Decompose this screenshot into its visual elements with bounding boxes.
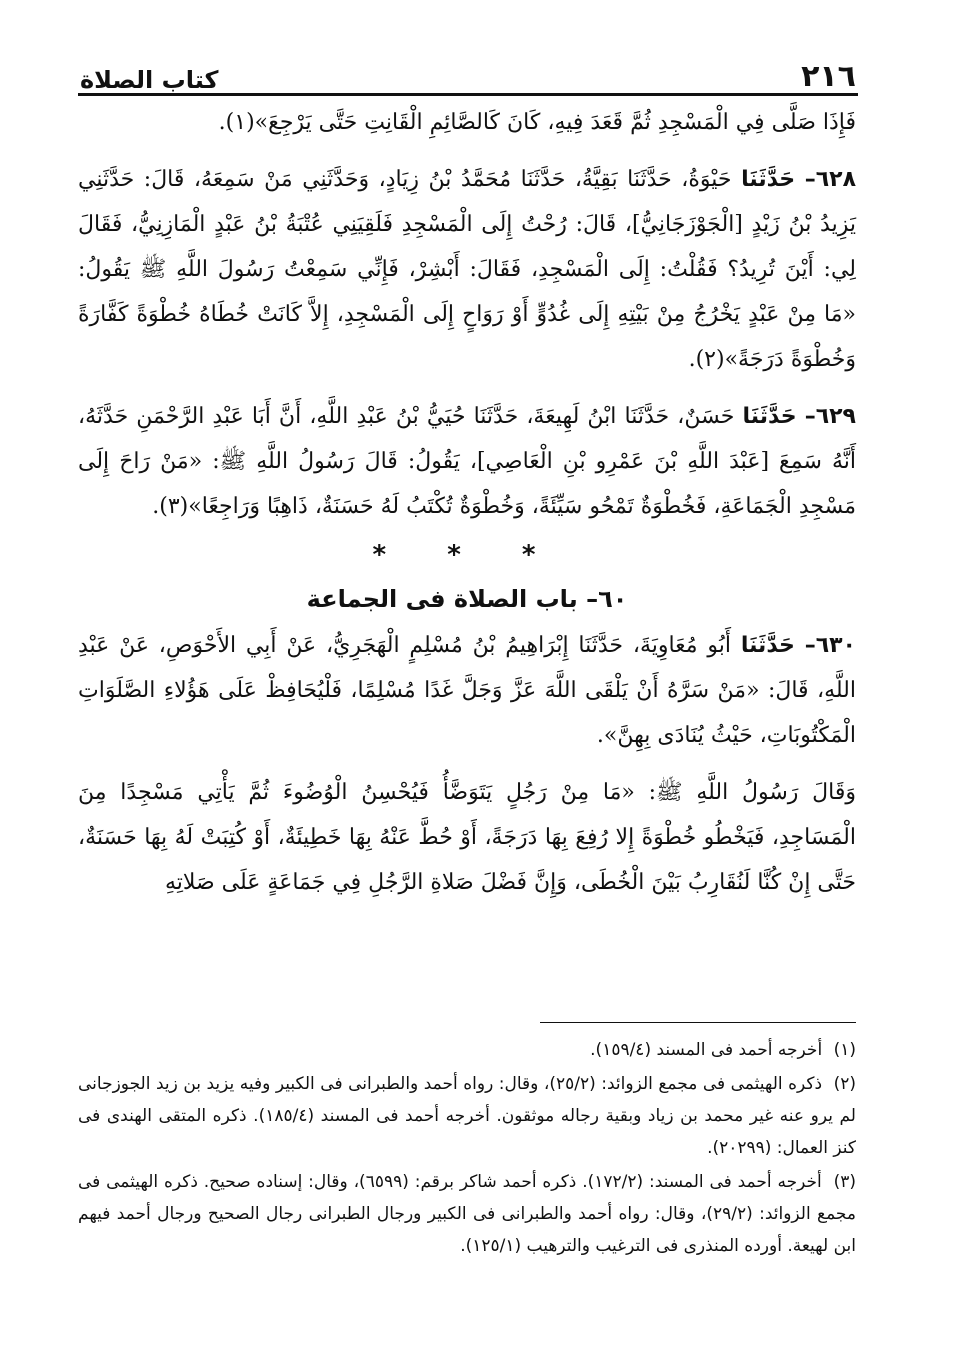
paragraph-continuation: [78, 100, 856, 145]
footnote-marker: (٢): [833, 1074, 857, 1094]
hadith-number: ٦٣٠–: [804, 633, 856, 658]
page-number: ٢١٦: [801, 59, 856, 94]
hadith-lead: حَدَّثَنَا: [742, 404, 797, 429]
footnote-1: [78, 1034, 856, 1066]
footnote-3: [78, 1166, 856, 1262]
footnote-rule: [540, 1022, 856, 1023]
page-header: [80, 52, 856, 92]
footnote-marker: (٣): [833, 1172, 856, 1192]
footnote-text: أخرجه أحمد فى المسند (١٥٩/٤).: [590, 1040, 823, 1060]
footnote-text: ذكره الهيثمى فى مجمع الزوائد: (٢٥/٢)، وقال: رواه أحمد والطبرانى فى الكبير وفيه يزيد بن زيد الجوزجانى لم يرو عنه غير محمد بن زياد وبقية رجاله موثقون. أخرجه أحمد فى المسند (١٨٥/٤). ذكره المتقى الهندى فى كنز العمال: (٢٠٢٩٩).: [78, 1074, 856, 1158]
hadith-text: حَسَنٌ، حَدَّثَنَا ابْنُ لَهِيعَةَ، حَدَّثَنَا حُيَيُّ بْنُ عَبْدِ اللَّهِ، أَنَّ أَبَا عَبْدِ الرَّحْمَنِ حَدَّثَهُ، أَنَّهُ سَمِعَ [عَبْدَ اللَّهِ بْنَ عَمْرِو بْنِ الْعَاصِي]، يَقُولُ: قَالَ رَسُولُ اللَّهِ ﷺ: «مَنْ رَاحَ إِلَى مَسْجِدِ الْجَمَاعَةِ، فَخُطْوَةٌ تَمْحُو سَيِّئَةً، وَخُطْوَةٌ تُكْتَبُ لَهُ حَسَنَةٌ، ذَاهِبًا وَرَاجِعًا»(٣).: [78, 404, 856, 519]
hadith-lead: حَدَّثَنَا: [740, 633, 795, 658]
paragraph-text: فَإِذَا صَلَّى فِي الْمَسْجِدِ ثُمَّ قَعَدَ فِيهِ، كَانَ كَالصَّائِمِ الْقَانِتِ حَتَّى يَرْجِعَ»(١).: [218, 110, 856, 135]
footnotes: [78, 1034, 856, 1264]
hadith-text: وَقَالَ رَسُولُ اللَّهِ ﷺ: «مَا مِنْ رَجُلٍ يَتَوَضَّأُ فَيُحْسِنُ الْوُضُوءَ ثُمَّ يَأْتِي مَسْجِدًا مِنَ الْمَسَاجِدِ، فَيَخْطُو خُطْوَةً إِلا رُفِعَ بِهَا دَرَجَةً، أَوْ حُطَّ عَنْهُ بِهَا خَطِيئَةٌ، أَوْ كُتِبَتْ لَهُ بِهَا حَسَنَةٌ، حَتَّى إِنْ كُنَّا لَنُقَارِبُ بَيْنَ الْخُطَى، وَإِنَّ فَضْلَ صَلاةِ الرَّجُلِ فِي جَمَاعَةٍ عَلَى صَلاتِهِ: [78, 780, 856, 895]
hadith-630-continuation: [78, 770, 856, 905]
hadith-text: حَيْوَةُ، حَدَّثَنَا بَقِيَّةُ، حَدَّثَنَا مُحَمَّدُ بْنُ زِيَادٍ، وَحَدَّثَنِي مَنْ سَمِعَهُ، قَالَ: حَدَّثَنِي يَزِيدُ بْنُ زَيْدٍ [الْجَوْزَجَانِيُّ]، قَالَ: رُحْتُ إِلَى الْمَسْجِدِ فَلَقِيَنِي عُتْبَةُ بْنُ عَبْدٍ الْمَازِنِيُّ، فَقَالَ لِي: أَيْنَ تُرِيدُ؟ فَقُلْتُ: إِلَى الْمَسْجِدِ، فَقَالَ: أَبْشِرْ، فَإِنِّي سَمِعْتُ رَسُولَ اللَّهِ ﷺ يَقُولُ: «مَا مِنْ عَبْدٍ يَخْرُجُ مِنْ بَيْتِهِ إِلَى غُدُوٍّ أَوْ رَوَاحٍ إِلَى الْمَسْجِدِ، إِلاَّ كَانَتْ خُطَاهُ خُطْوَةً كَفَّارَةً وَخُطْوَةً دَرَجَةً»(٢).: [78, 167, 856, 372]
footnote-marker: (١): [833, 1040, 856, 1060]
hadith-text: أَبُو مُعَاوِيَةَ، حَدَّثَنَا إِبْرَاهِيمُ بْنُ مُسْلِمٍ الْهَجَرِيُّ، عَنْ أَبِي الأَحْوَصِ، عَنْ عَبْدِ اللَّهِ، قَالَ: «مَنْ سَرَّهُ أَنْ يَلْقَى اللَّهَ عَزَّ وَجَلَّ غَدًا مُسْلِمًا، فَلْيُحَافِظْ عَلَى هَؤُلاءِ الصَّلَوَاتِ الْمَكْتُوبَاتِ، حَيْثُ يُنَادَى بِهِنَّ».: [78, 633, 856, 748]
hadith-number: ٦٢٨–: [804, 167, 857, 192]
chapter-title: ٦٠– باب الصلاة فى الجماعة: [306, 585, 628, 613]
section-separator: * * *: [372, 540, 562, 570]
hadith-630: [78, 623, 856, 758]
hadith-number: ٦٢٩–: [804, 404, 856, 429]
header-rule: [78, 93, 858, 96]
hadith-lead: حَدَّثَنَا: [741, 167, 796, 192]
main-text: [78, 100, 856, 917]
footnote-2: [78, 1068, 856, 1164]
hadith-628: [78, 157, 856, 382]
footnote-text: أخرجه أحمد فى المسند: (١٧٢/٢). ذكره أحمد شاكر برقم: (٦٥٩٩)، وقال: إسناده صحيح. ذكره الهيثمى فى مجمع الزوائد: (٢٩/٢)، وقال: رواه أحمد والطبرانى فى الكبير ورجال الطبرانى رجال الصحيح ورجال أحمد فيهم ابن لهيعة. أورده المنذرى فى الترغيب والترهيب (١٢٥/١).: [78, 1172, 856, 1256]
book-title: كتاب الصلاة: [80, 66, 219, 94]
hadith-629: [78, 394, 856, 529]
